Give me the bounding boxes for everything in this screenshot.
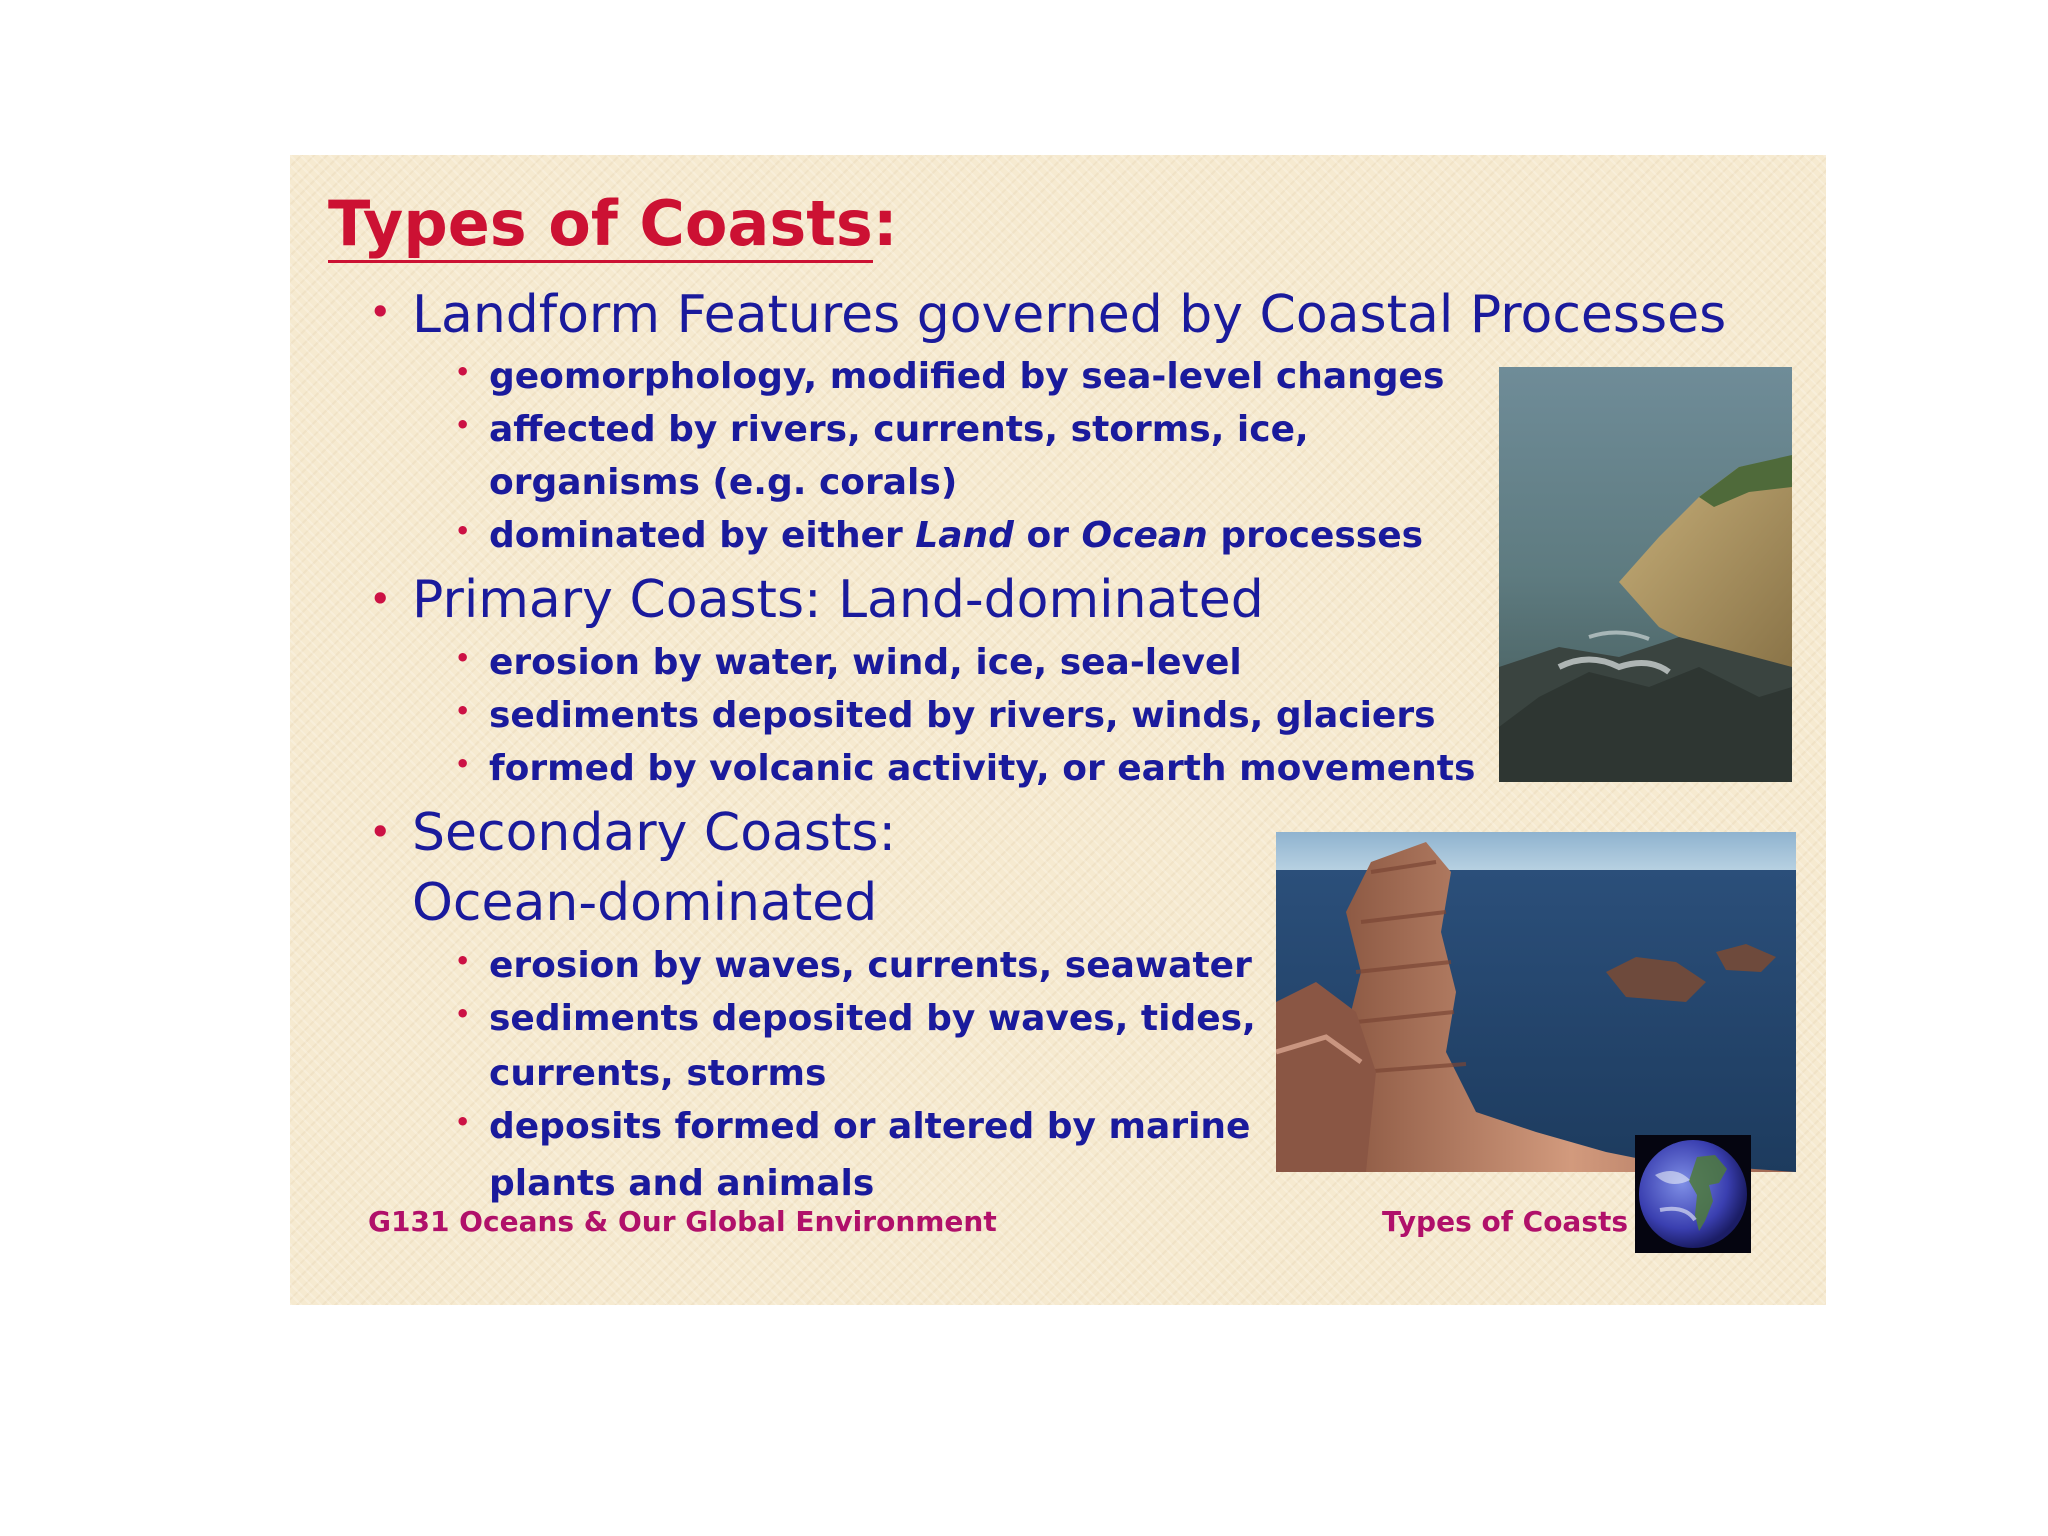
point-erosion-waves: erosion by waves, currents, seawater bbox=[489, 945, 1252, 986]
point-affected-by-cont: organisms (e.g. corals) bbox=[489, 462, 958, 503]
point-deposits-marine-cont: plants and animals bbox=[489, 1163, 875, 1204]
sea-stack-photo bbox=[1276, 832, 1796, 1172]
sub-bullet-marker: • bbox=[455, 644, 471, 672]
point-affected-by: affected by rivers, currents, storms, ice, bbox=[489, 409, 1309, 450]
sub-bullet-marker: • bbox=[455, 358, 471, 386]
footer-course: G131 Oceans & Our Global Environment bbox=[368, 1205, 997, 1238]
point-processes-text: processes bbox=[1220, 515, 1424, 556]
point-erosion-water: erosion by water, wind, ice, sea-level bbox=[489, 642, 1242, 683]
sub-bullet-marker: • bbox=[455, 1108, 471, 1136]
point-land-emphasis: Land bbox=[915, 515, 1014, 556]
footer-topic: Types of Coasts bbox=[1382, 1205, 1629, 1238]
sub-bullet-marker: • bbox=[455, 517, 471, 545]
earth-globe-icon bbox=[1635, 1135, 1751, 1253]
point-deposits-marine: deposits formed or altered by marine bbox=[489, 1106, 1251, 1147]
section-heading-ocean-dominated: Ocean-dominated bbox=[412, 873, 878, 933]
point-dominated-by bbox=[489, 509, 1423, 562]
coastal-cliff-photo bbox=[1499, 367, 1792, 782]
sub-bullet-marker: • bbox=[455, 1000, 471, 1028]
point-volcanic: formed by volcanic activity, or earth movements bbox=[489, 748, 1476, 789]
point-geomorphology: geomorphology, modified by sea-level changes bbox=[489, 356, 1445, 397]
sea-stack-image bbox=[1276, 832, 1796, 1172]
section-heading-landform: Landform Features governed by Coastal Processes bbox=[412, 285, 1727, 345]
bullet-marker: • bbox=[370, 293, 391, 331]
slide-title-colon: : bbox=[872, 187, 898, 260]
sub-bullet-marker: • bbox=[455, 750, 471, 778]
section-heading-primary: Primary Coasts: Land-dominated bbox=[412, 570, 1264, 630]
coastal-cliff-image bbox=[1499, 367, 1792, 782]
point-sediments-waves: sediments deposited by waves, tides, bbox=[489, 998, 1256, 1039]
bullet-marker: • bbox=[370, 580, 391, 618]
slide-title-text: Types of Coasts bbox=[328, 187, 873, 263]
point-or-text: or bbox=[1026, 515, 1069, 556]
point-sediments-rivers: sediments deposited by rivers, winds, glaciers bbox=[489, 695, 1436, 736]
globe-image bbox=[1635, 1135, 1751, 1253]
point-sediments-waves-cont: currents, storms bbox=[489, 1053, 827, 1094]
sub-bullet-marker: • bbox=[455, 697, 471, 725]
slide bbox=[290, 155, 1826, 1305]
point-ocean-emphasis: Ocean bbox=[1081, 515, 1208, 556]
point-dominated-text: dominated by either bbox=[489, 515, 903, 556]
bullet-marker: • bbox=[370, 813, 391, 851]
slide-title bbox=[328, 187, 898, 260]
sub-bullet-marker: • bbox=[455, 411, 471, 439]
sub-bullet-marker: • bbox=[455, 947, 471, 975]
section-heading-secondary: Secondary Coasts: bbox=[412, 803, 896, 863]
